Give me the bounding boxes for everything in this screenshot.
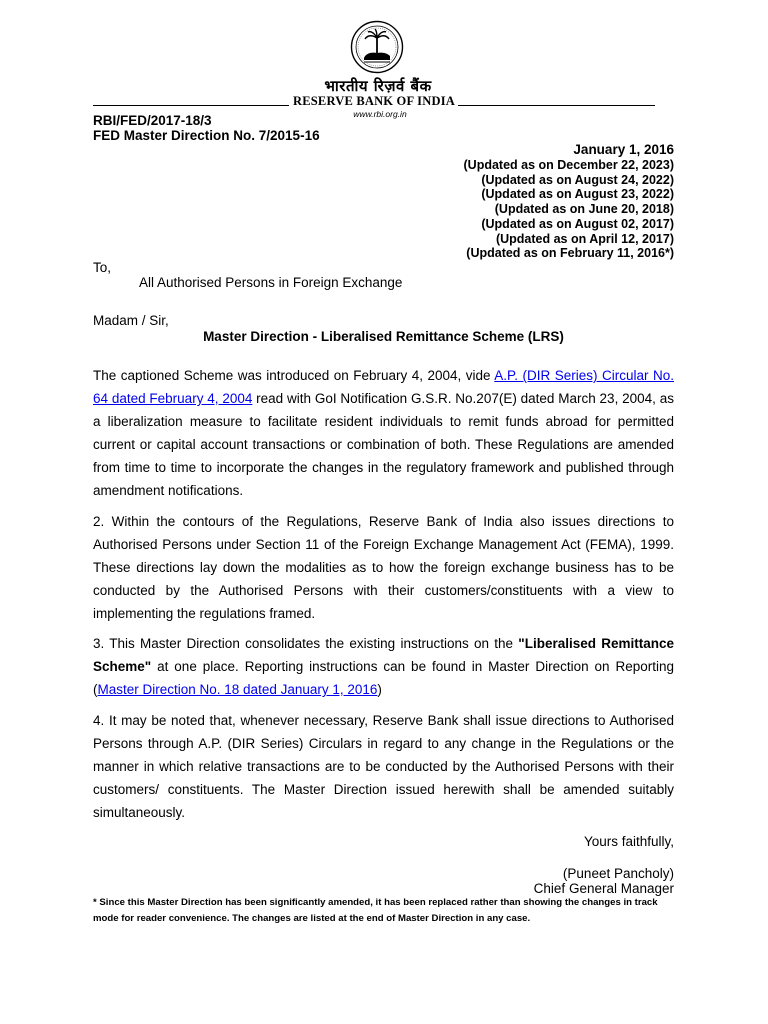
valediction: Yours faithfully, — [583, 834, 674, 849]
signatory-name: (Puneet Pancholy) — [562, 866, 674, 881]
header-rule-left — [93, 105, 289, 106]
hindi-bank-name: भारतीय रिज़र्व बैंक — [324, 77, 432, 95]
update-date: (Updated as on August 02, 2017) — [481, 216, 674, 231]
paragraph-text: 3. This Master Direction consolidates the existing instructions on the — [93, 636, 519, 651]
header-rule-right — [458, 105, 655, 106]
to-label: To, — [93, 260, 112, 275]
update-date: (Updated as on April 12, 2017) — [495, 231, 674, 246]
scheme-name-bold: "Liberalised Remittance Scheme" — [93, 636, 675, 674]
paragraph-1 — [93, 364, 674, 502]
paragraph-text: read with GoI Notification G.S.R. No.207(E) dated March 23, 2004, as a liberalization measure to facilitate resident individuals to remit funds abroad for permitted current or capital account transactions or combination of both. These Regulations are amended from time to time to incorporate the changes in the regulatory framework and published through amendment notifications. — [93, 391, 674, 498]
english-bank-name: RESERVE BANK OF INDIA — [292, 94, 455, 108]
rbi-emblem-icon — [350, 20, 404, 74]
subject-heading: Master Direction - Liberalised Remittance Scheme (LRS) — [203, 329, 564, 344]
salutation: Madam / Sir, — [93, 313, 169, 328]
paragraph-text: at one place. Reporting instructions can be found in Master Direction on Reporting ( — [93, 659, 674, 697]
update-date: (Updated as on December 22, 2023) — [463, 158, 674, 172]
master-direction-number: FED Master Direction No. 7/2015-16 — [93, 128, 320, 143]
date-block — [464, 142, 675, 261]
footnote: * Since this Master Direction has been significantly amended, it has been replaced rather than showing the changes in track mode for reader convenience. The changes are listed at the end of Master Direction in any case. — [93, 897, 658, 924]
update-date: (Updated as on June 20, 2018) — [494, 202, 674, 217]
update-date: (Updated as on February 11, 2016*) — [466, 246, 674, 261]
circular-reference: RBI/FED/2017-18/3 — [93, 113, 212, 128]
website-url[interactable]: www.rbi.org.in — [353, 109, 407, 119]
paragraph-text: ) — [377, 682, 382, 697]
paragraph-2: 2. Within the contours of the Regulations, Reserve Bank of India also issues directions to Authorised Persons under Section 11 of the Foreign Exchange Management Act (FEMA), 1999. These directions lay down the modalities as to how the foreign exchange business has to be conducted by the Authorised Persons with their customers/constituents with a view to implementing the regulations framed. — [93, 514, 674, 621]
circular-64-link[interactable]: A.P. (DIR Series) Circular No. 64 dated February 4, 2004 — [93, 368, 674, 406]
paragraph-text: The captioned Scheme was introduced on February 4, 2004, vide — [93, 368, 495, 383]
paragraph-4: 4. It may be noted that, whenever necessary, Reserve Bank shall issue directions to Authorised Persons through A.P. (DIR Series) Circulars in regard to any change in the Regulations or the manner in which relative transactions are to be conducted by the Authorised Persons with their customers/ constituents. The Master Direction issued herewith shall be amended suitably simultaneously. — [93, 713, 674, 820]
signatory-designation: Chief General Manager — [533, 881, 674, 896]
issue-date: January 1, 2016 — [573, 142, 674, 157]
update-date: (Updated as on August 23, 2022) — [481, 187, 674, 202]
update-date: (Updated as on August 24, 2022) — [481, 172, 674, 187]
master-direction-18-link[interactable]: Master Direction No. 18 dated January 1, 2016 — [97, 682, 378, 697]
addressee: All Authorised Persons in Foreign Exchange — [139, 275, 403, 290]
paragraph-3 — [93, 632, 674, 701]
